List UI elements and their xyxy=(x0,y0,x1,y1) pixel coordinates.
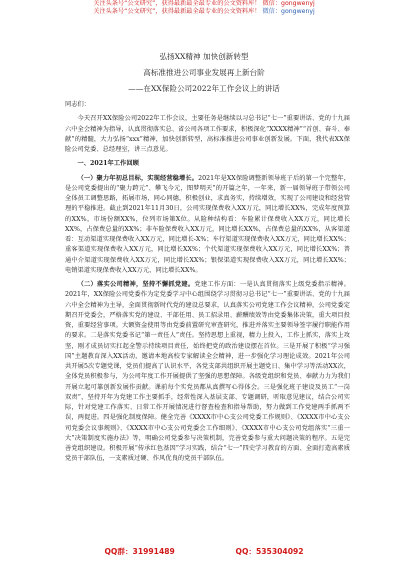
document-byline: ——在XX保险公司2022年工作会议上的讲话 xyxy=(128,84,280,93)
document-body xyxy=(65,100,350,465)
promo-text-1: 关注头条号“公文研究”，获得最新最全最专业的公文资料库！ 微信：gongwenyj xyxy=(93,0,315,7)
promo-text-2: 关注头条号“公文研究”，获得最新最全最专业的公文资料库！ xyxy=(93,8,261,16)
greeting: 同志们： xyxy=(65,101,91,108)
section-1-heading: 一、2021年工作回顾 xyxy=(77,160,139,168)
promo-banner-line2 xyxy=(0,8,408,16)
intro-paragraph: 今天召开XX保险公司2022年工作会议，主要任务是继续以习总书记“七一”重要讲话、党的十九届六中全会精神为指导，认真贯彻落实总、省公司各项工作要求，积极深化“XXXX精神”“首创、奋斗、奉献”的精髓，大力弘扬“xxx”精神，加快创新转型，高标准推进公司事业创新发展。下面，我代表XX保险公司党委、总经理室，讲三点意见。 xyxy=(65,115,350,153)
paragraph-2-body: 党建工作方面：一是认真贯彻落实上级党委指示精神。2021年，XX保险公司党委作为定党委学习中心组围绕学习贯彻习总书记“七一”重要讲话、党的十九届六中全会精神为主导，全面贯彻新时代党的建设总要求，认真落实公司党建工作会议精神，公司党委定期召开党委会，严格落实党的建设、干部任用、员工招录用、薪酬绩效等由党委集体决策，重大项目投资，重要经营事项。大额资金使用等由党委前置研究审查研究，推进并落实主要领导签字履行职能作用的要求。二是落实党委书记“第一责任人”责任。坚持思想上重视，精力上投入，工作上抓实，落实上攻坚，刚才成员切实扛起全警示持续项目责任，始终把党的政治建设摆在首位。三是开展了积极“学习强国”主题教育深入XX活动，邀请本地高校专家解读全会精神，进一步强化学习理论成效。2021年公司共开展5次专题党课，党员们提高了认识水平，各党支部共组织开展主题党日、集中学习等活动XX次，全体党员积极参与，为公司年度工作开展提供了坚强的思想保障。各级党组织和党员、奉献力力为我们开展立起可靠创新发展作贡献。课前每个实党员都从真撰写心得体会。三是强化班子建设及员工“一岗双责”，坚持开年为党建工作主要抓手，经常性深入基层支部、专题调研，听取意见建议，结合公司实际，针对党建工作落实、日常工作开展情况进行督查检查和指导帮助，努力做到工作党建两手抓两不误，两促进。四是强化制度保障。健全完善《XXXX市中心支公司党委工作规则》、《XXXX市中心支公司党委会议事规则》、《XXXX市中心支公司党委会工作细则》、《XXXX市中心支公司党组落实“三重一大”决策制度实施办法》等，明确公司党委参与决策机制，完善党委参与重大问题决策的程序。五是完善党组织建设。积极开展“传承红色基因”学习实践，结合“七一”四史学习教育的方面、全面打造高素质党员干部队伍，一支素质过硬、作风优良的党员干部队伍。 xyxy=(65,281,351,463)
paragraph-1-lead: （一）聚力年初总目标，实现经营稳增长。 xyxy=(77,174,199,182)
qq-group[interactable]: QQ群：31991489 xyxy=(104,547,175,556)
paragraph-1-body: 2021年是XX保险调整新领导班子后的第一个完整年，是公司党委提出的“聚力跨元”、攀飞今元，图梦明天”的开篇之年，一年来，新一届领导班子带领公司全体员工调整思路，拓展市场，同心同德，积极创业，求真务实，持续增效，实现了公司建设和经营管理的平稳推进。截止到2021年11月30日，公司实现保费收入XX万元，同比增长XX%，完成年度预算的XX%，市场份额XX%，位列市场第X位。从险种结构看：车险累计保费收入XX万元，同比增长XX%，占保费总量的XX%；非车险保费收入XX万元，同比增长XX%，占保费总量的XX%，从客渠道看：互动渠道实现保费收入XX万元，同比增长-X%；车行渠道实现保费收入XX万元，同比增长XX%；重客渠道实现保费收入XX万元，同比增长XX%；个代渠道实现保费收入XX万元，同比增长XX%；普通中介渠道实现保费收入XX万元，同比增长XX%；银保渠道实现保费收入XX万元，同比增长XX%；电销渠道实现保费收入XX万元，同比增长XX%。 xyxy=(65,174,350,274)
contact-footer xyxy=(0,546,408,557)
document-title: 弘扬XX精神 加快创新转型 xyxy=(159,52,249,61)
qq-number[interactable]: QQ：535304092 xyxy=(235,547,304,556)
document-subtitle: 高标准推进公司事业发展再上新台阶 xyxy=(143,68,265,77)
section-1-paragraph-2 xyxy=(65,280,350,465)
wechat-id[interactable]: 微信：gongwenyj xyxy=(262,8,315,16)
section-1-paragraph-1 xyxy=(65,174,350,277)
document-header xyxy=(0,52,408,94)
paragraph-2-lead: （二）落实公司精神，坚持不懈抓党建。 xyxy=(77,281,195,288)
promo-banner xyxy=(0,0,408,20)
